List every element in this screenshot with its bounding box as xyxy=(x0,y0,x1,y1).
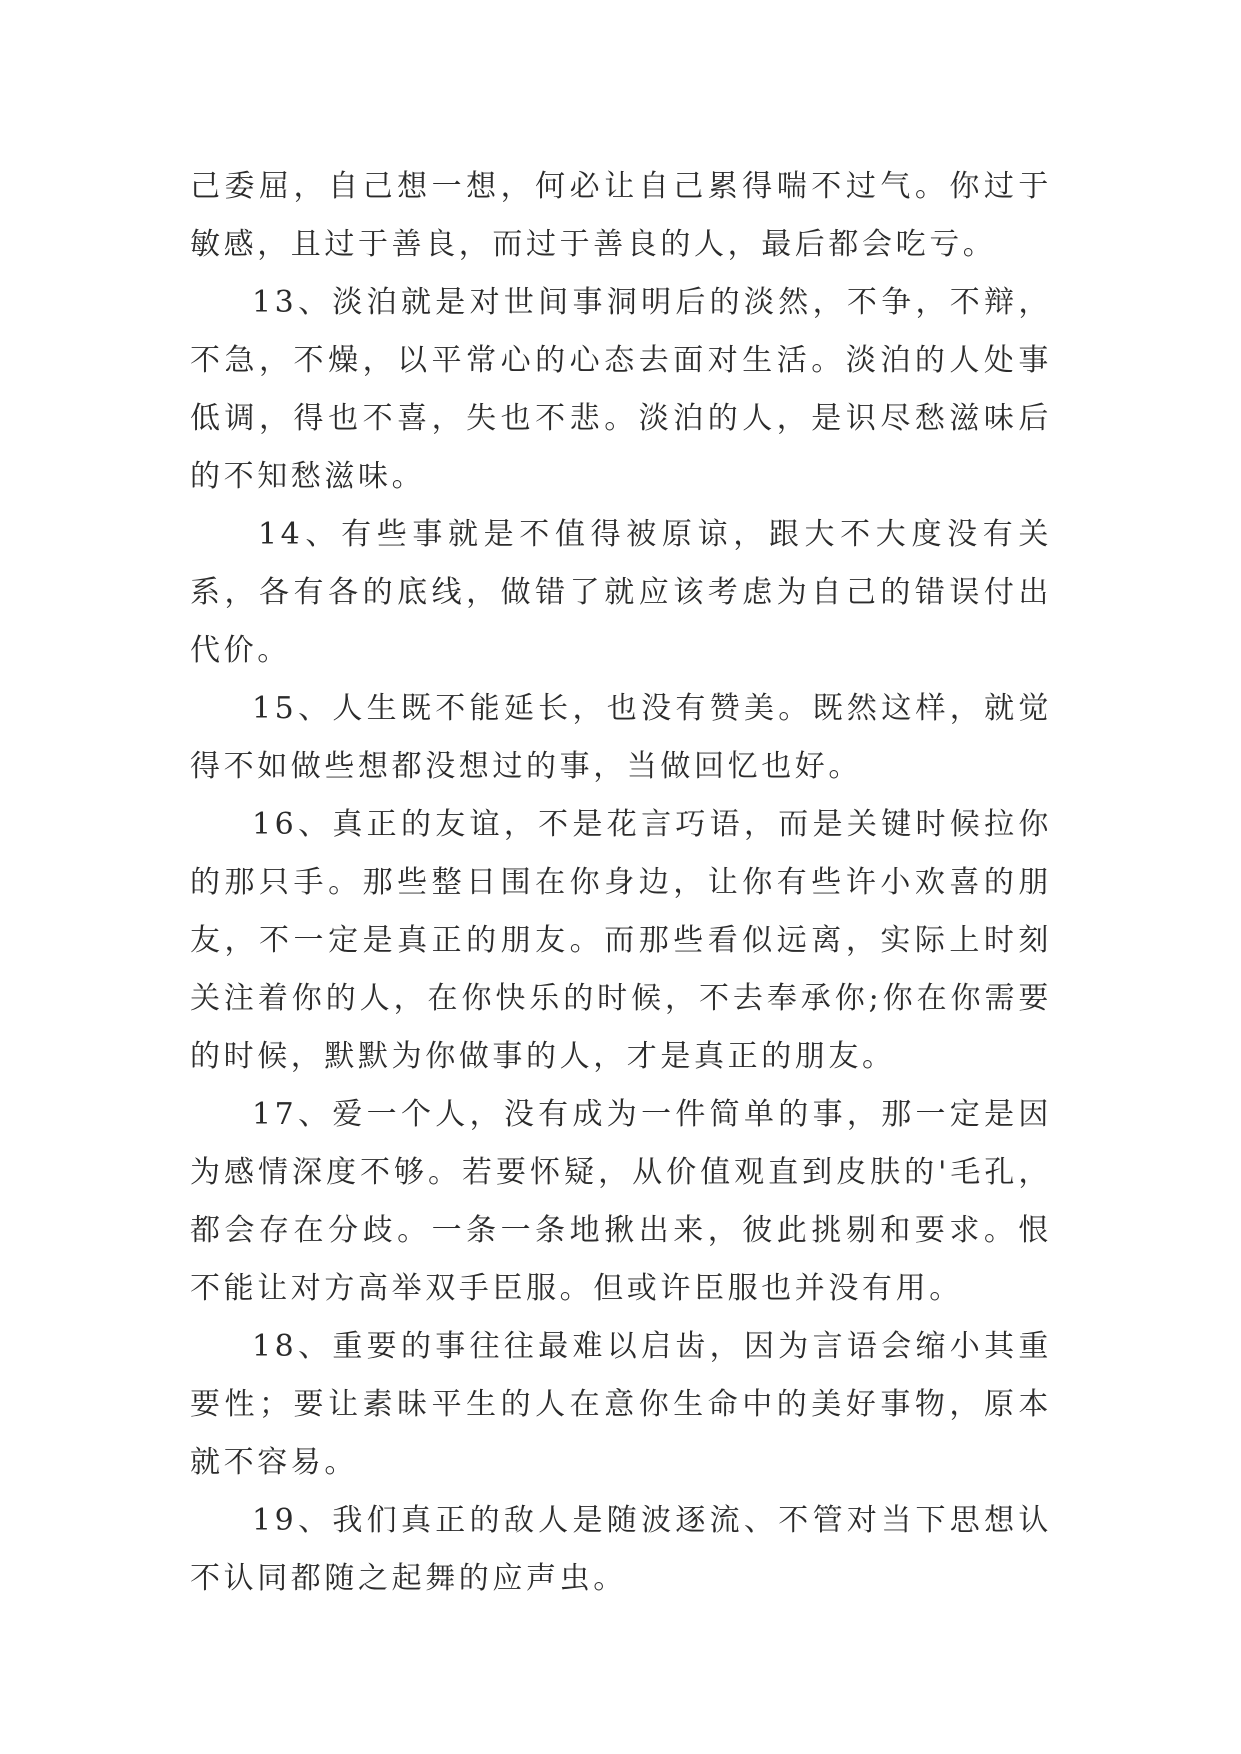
paragraph-16: 16、真正的友谊，不是花言巧语，而是关键时候拉你的那只手。那些整日围在你身边，让你有些许小欢喜的朋友，不一定是真正的朋友。而那些看似远离，实际上时刻关注着你的人，在你快乐的时候，不去奉承你;你在你需要的时候，默默为你做事的人，才是真正的朋友。 xyxy=(190,807,1052,1074)
paragraph-17: 17、爱一个人，没有成为一件简单的事，那一定是因为感情深度不够。若要怀疑，从价值观直到皮肤的'毛孔，都会存在分歧。一条一条地揪出来，彼此挑剔和要求。恨不能让对方高举双手臣服。但或许臣服也并没有用。 xyxy=(190,1097,1052,1306)
paragraph-19: 19、我们真正的敌人是随波逐流、不管对当下思想认不认同都随之起舞的应声虫。 xyxy=(190,1503,1052,1596)
paragraph-12-continued: 己委屈，自己想一想，何必让自己累得喘不过气。你过于敏感，且过于善良，而过于善良的人，最后都会吃亏。 xyxy=(190,169,1052,262)
paragraph-18: 18、重要的事往往最难以启齿，因为言语会缩小其重要性；要让素昧平生的人在意你生命中的美好事物，原本就不容易。 xyxy=(190,1329,1052,1480)
document-body xyxy=(190,158,1052,1608)
paragraph-14: 14、有些事就是不值得被原谅，跟大不大度没有关系，各有各的底线，做错了就应该考虑为自己的错误付出代价。 xyxy=(190,517,1052,668)
paragraph-13: 13、淡泊就是对世间事洞明后的淡然，不争，不辩，不急，不燥，以平常心的心态去面对生活。淡泊的人处事低调，得也不喜，失也不悲。淡泊的人，是识尽愁滋味后的不知愁滋味。 xyxy=(190,285,1052,494)
paragraph-15: 15、人生既不能延长，也没有赞美。既然这样，就觉得不如做些想都没想过的事，当做回忆也好。 xyxy=(190,691,1052,784)
